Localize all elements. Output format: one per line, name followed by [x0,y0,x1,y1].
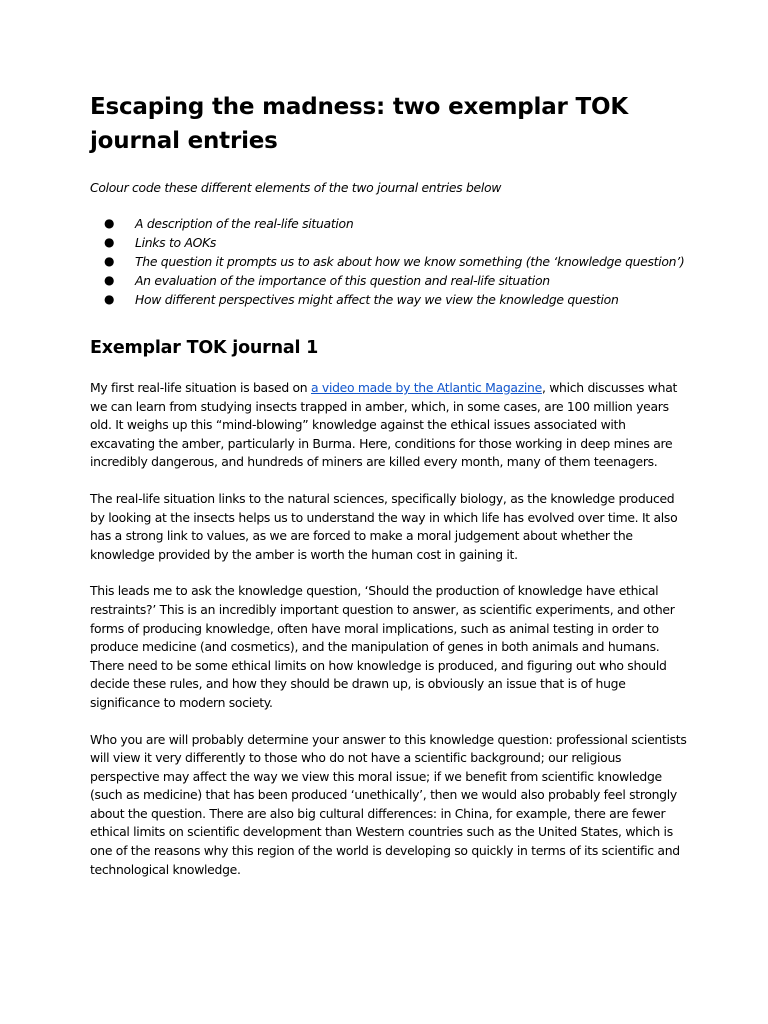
paragraph-1 [90,379,690,472]
list-item [90,252,690,271]
paragraph-4: Who you are will probably determine your answer to this knowledge question: professional scientists will view it very differently to those who do not have a scientific background; our religious perspective may affect the way we view this moral issue; if we benefit from scientific knowledge (such as medicine) that has been produced ‘unethically’, then we would also probably feel strongly about the question. There are also big cultural differences: in China, for example, there are fewer ethical limits on scientific development than Western countries such as the United States, which is one of the reasons why this region of the world is developing so quickly in terms of its scientific and technological knowledge. [90,731,687,877]
paragraph-1-intro: My first real-life situation is based on [90,380,311,395]
list-item-text: A description of the real-life situation [135,216,354,231]
list-item-text: Links to AOKs [135,235,217,250]
elements-list [90,214,690,309]
list-item [90,214,690,233]
list-item-text: How different perspectives might affect the way we view the knowledge question [135,292,619,307]
list-item [90,233,690,252]
paragraph-1-body: , which discusses what we can learn from studying insects trapped in amber, which, in some cases, are 100 million years old. It weighs up this “mind-blowing” knowledge against the ethical issues associated with excavating the amber, particularly in Burma. Here, conditions for those working in deep mines are incredibly dangerous, and hundreds of miners are killed every month, many of them teenagers. [90,380,678,470]
section-title: Exemplar TOK journal 1 [90,338,319,358]
document-page [90,90,690,879]
bullet-icon: ● [104,216,115,230]
list-item-text: An evaluation of the importance of this question and real-life situation [135,273,550,288]
list-item [90,290,690,309]
bullet-icon: ● [104,292,115,306]
bullet-icon: ● [104,235,115,249]
instruction-text: Colour code these different elements of the two journal entries below [90,180,502,195]
bullet-icon: ● [104,273,115,287]
atlantic-video-link[interactable]: a video made by the Atlantic Magazine [311,380,542,395]
paragraph-3: This leads me to ask the knowledge question, ‘Should the production of knowledge have ethical restraints?’ This is an incredibly important question to answer, as scientific experiments, and other forms of producing knowledge, often have moral implications, such as animal testing in order to produce medicine (and cosmetics), and the manipulation of genes in both animals and humans. There need to be some ethical limits on how knowledge is produced, and figuring out who should decide these rules, and how they should be drawn up, is obviously an issue that is of huge significance to modern society. [90,583,675,710]
list-item-text: The question it prompts us to ask about how we know something (the ‘knowledge question’) [135,254,685,269]
paragraph-2: The real-life situation links to the natural sciences, specifically biology, as the knowledge produced by looking at the insects helps us to understand the way in which life has evolved over time. It also has a strong link to values, as we are forced to make a moral judgement about whether the knowledge provided by the amber is worth the human cost in gaining it. [90,490,678,562]
list-item [90,271,690,290]
document-title: Escaping the madness: two exemplar TOK journal entries [90,94,628,154]
bullet-icon: ● [104,254,115,268]
